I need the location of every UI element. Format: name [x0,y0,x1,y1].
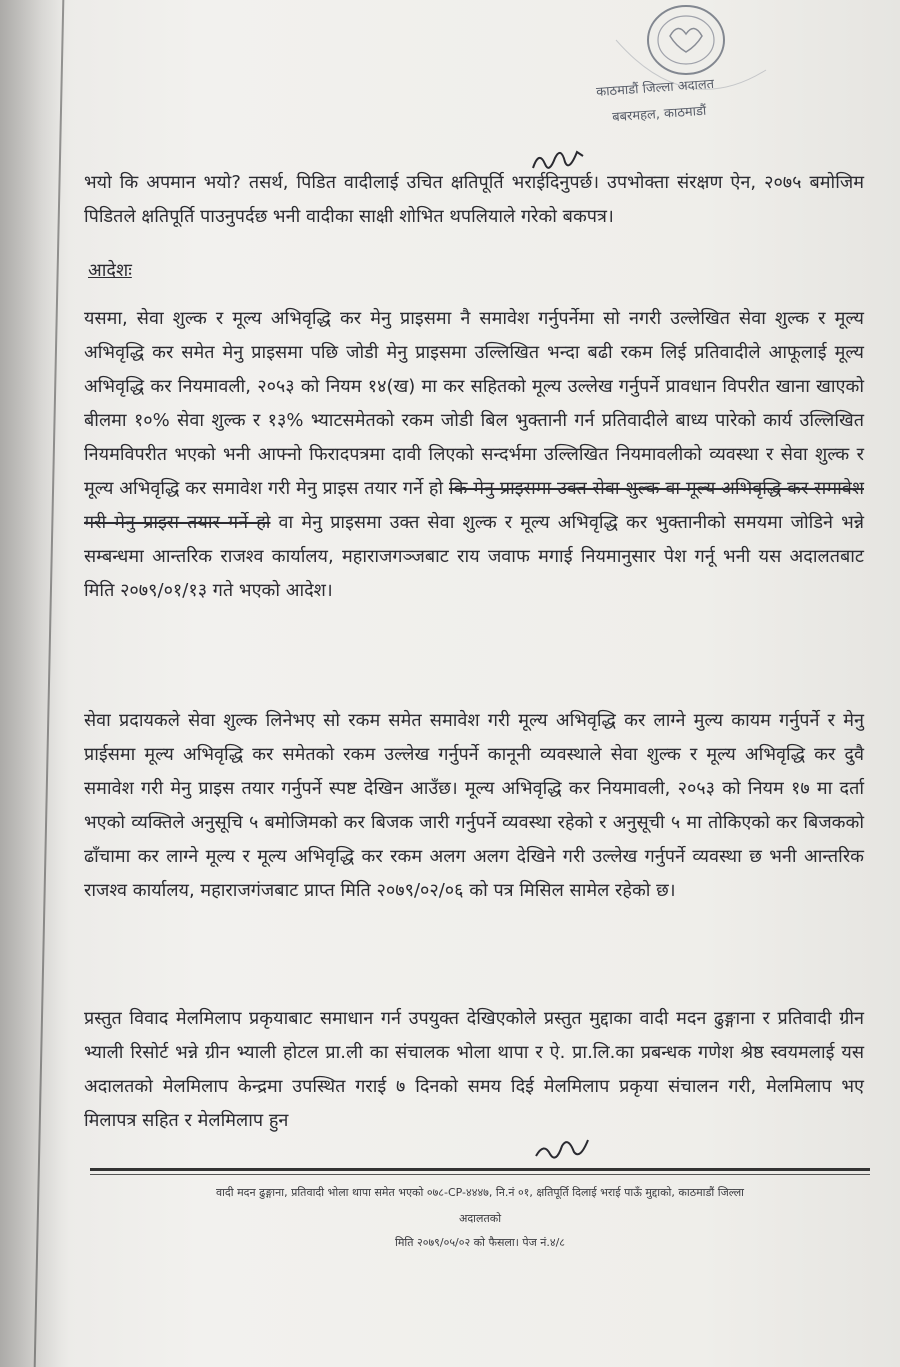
footer-date-page: मिति २०७९/०५/०२ को फैसला। पेज नं.४/८ [394,1236,566,1249]
seal-emblem-icon [586,0,776,150]
paragraph-witness-statement [84,166,864,234]
paragraph-text: प्रस्तुत विवाद मेलमिलाप प्रकृयाबाट समाधान गर्न उपयुक्त देखिएकोले प्रस्तुत मुद्दाका वादी मदन ढुङ्गाना र प्रतिवादी ग्रीन भ्याली रिसोर्ट भन्ने ग्रीन भ्याली होटल प्रा.ली का संचालक भोला थापा र ऐ. प्रा.लि.का प्रबन्धक गणेश श्रेष्ठ स्वयमलाई यस अदालतको मेलमिलाप केन्द्रमा उपस्थित गराई ७ दिनको समय दिई मेलमिलाप प्रकृया संचालन गरी, मेलमिलाप भए मिलापत्र सहित र मेलमिलाप हुन [84,1008,864,1131]
seal-text-location: बबरमहल, काठमाडौं [611,103,707,126]
footer-court-line: अदालतको [458,1212,502,1225]
footer-rule [90,1168,870,1171]
paragraph-vat-rules [84,704,864,908]
paragraph-text: सेवा प्रदायकले सेवा शुल्क लिनेभए सो रकम समेत समावेश गरी मूल्य अभिवृद्धि कर लाग्ने मुल्य कायम गर्नुपर्ने र मेनु प्राईसमा मूल्य अभिवृद्धि कर समेतको रकम उल्लेख गर्नुपर्ने कानूनी व्यवस्थाले सेवा शुल्क र मूल्य अभिवृद्धि कर दुवै समावेश गरी मेनु प्राइस तयार गर्नुपर्ने स्पष्ट देखिन आउँछ। मूल्य अभिवृद्धि कर नियमावली, २०५३ को नियम १७ मा दर्ता भएको व्यक्तिले अनुसूचि ५ बमोजिमको कर बिजक जारी गर्नुपर्ने व्यवस्था रहेको र अनुसूची ५ मा तोकिएको कर बिजकको ढाँचामा कर लाग्ने मूल्य र मूल्य अभिवृद्धि कर रकम अलग अलग देखिने गरी उल्लेख गर्नुपर्ने व्यवस्था छ भनी आन्तरिक राजश्व कार्यालय, महाराजगंजबाट प्राप्त मिति २०७९/०२/०६ को पत्र मिसिल सामेल रहेको छ। [84,710,864,901]
footer-case-line: वादी मदन ढुङ्गाना, प्रतिवादी भोला थापा समेत भएको ०७८-CP-४४४७, नि.नं ०१, क्षतिपूर्ति दिलाई भराई पाऊँ मुद्दाको, काठमाडौं जिल्ला [215,1186,745,1199]
paragraph-text: भयो कि अपमान भयो? तसर्थ, पिडित वादीलाई उचित क्षतिपूर्ति भराईदिनुपर्छ। उपभोक्ता संरक्षण ऐन, २०७५ बमोजिम पिडितले क्षतिपूर्ति पाउनुपर्दछ भनी वादीका साक्षी शोभित थपलियाले गरेको बकपत्र। [84,172,864,227]
paragraph-mediation [84,1002,864,1138]
struck-text: कि मेनु प्राइसमा उक्त सेवा शुल्क वा मूल्य अभिवृद्धि कर समावेश गरी मेनु प्राइस तयार गर्ने हो [84,478,864,533]
order-text-part-a: यसमा, सेवा शुल्क र मूल्य अभिवृद्धि कर मेनु प्राइसमा नै समावेश गर्नुपर्नेमा सो नगरी उल्लेखित सेवा शुल्क र मूल्य अभिवृद्धि कर समेत मेनु प्राइसमा पछि जोडी मेनु प्राइसमा उल्लिखित भन्दा बढी रकम लिई प्रतिवादीले आफूलाई मूल्य अभिवृद्धि कर नियमावली, २०५३ को नियम १४(ख) मा कर सहितको मूल्य उल्लेख गर्नुपर्ने प्रावधान विपरीत खाना खाएको बीलमा १०% सेवा शुल्क र १३% भ्याटसमेतको रकम जोडी बिल भुक्तानी गर्न प्रतिवादीले बाध्य पारेको कार्य उल्लिखित नियमविपरीत भएको भनी आफ्नो फिरादपत्रमा दावी लिएको सन्दर्भमा उल्लिखित नियमावलीको व्यवस्था र सेवा शुल्क र मूल्य अभिवृद्धि कर समावेश गरी मेनु प्राइस तयार गर्ने हो [84,308,864,499]
order-text-part-b: वा मेनु प्राइसमा उक्त सेवा शुल्क र मूल्य अभिवृद्धि कर भुक्तानीको समयमा जोडिने भन्ने सम्बन्धमा आन्तरिक राजश्व कार्यालय, महाराजगञ्जबाट राय जवाफ मगाई नियमानुसार पेश गर्नू भनी यस अदालतबाट मिति २०७९/०१/१३ गते भएको आदेश। [84,512,864,601]
seal-text-court: काठमाडौं जिल्ला अदालत [595,76,715,101]
order-heading: आदेशः [88,260,132,281]
court-seal [586,0,776,150]
bottom-signature-icon [530,1130,600,1170]
footer-rule-thin [90,1174,870,1175]
paragraph-order [84,302,864,608]
